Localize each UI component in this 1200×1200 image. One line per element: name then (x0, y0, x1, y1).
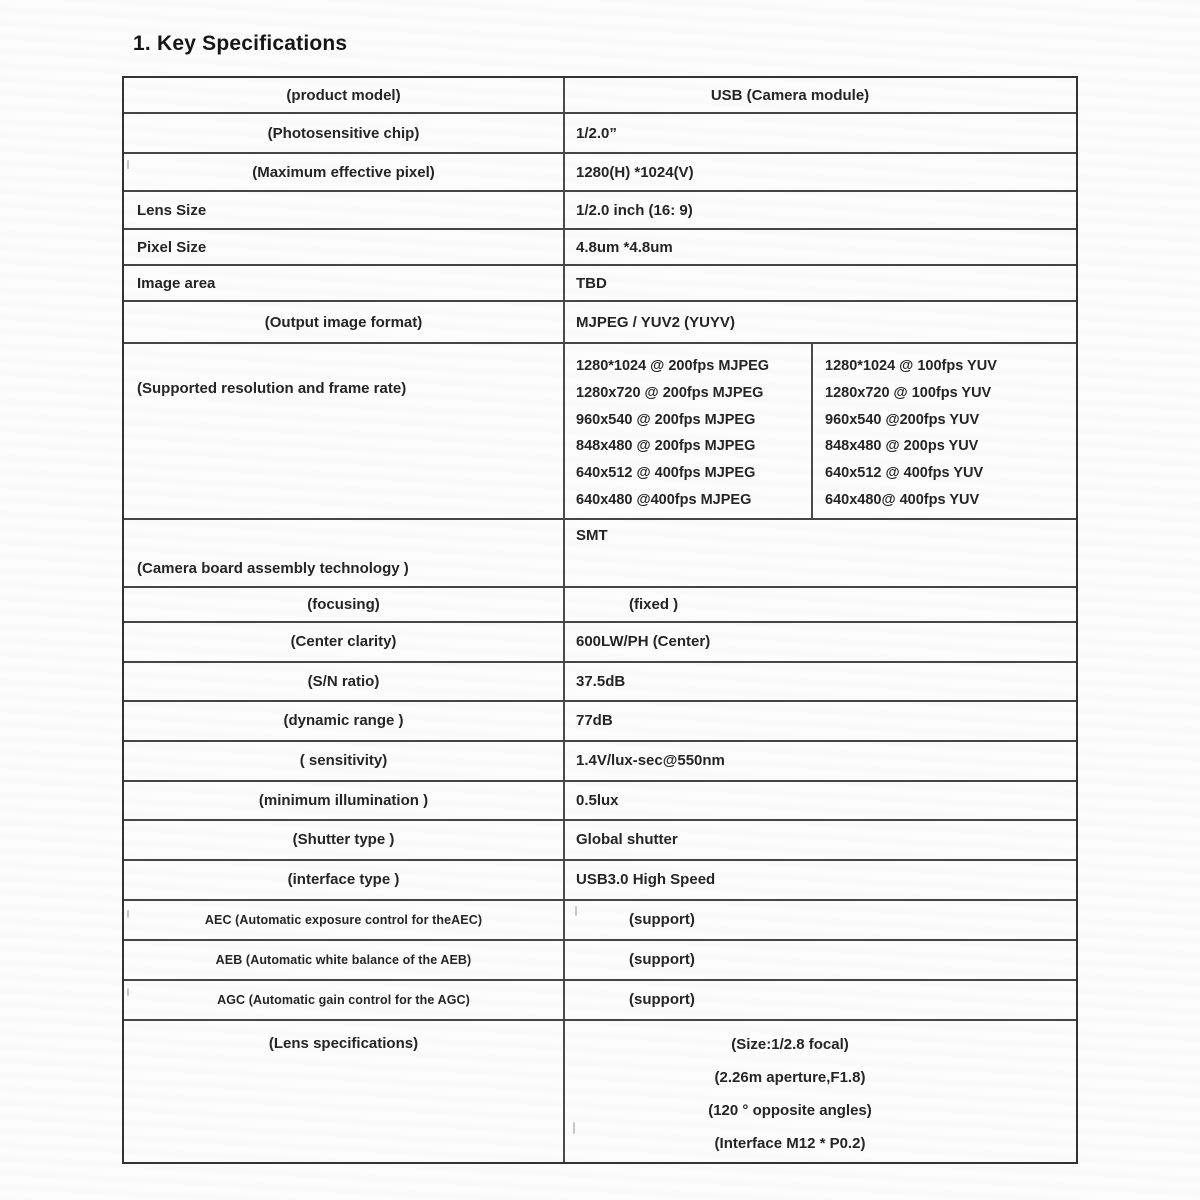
scan-speck (575, 906, 577, 916)
spec-row-focusing (124, 588, 1076, 623)
spec-value-output-image-format: MJPEG / YUV2 (YUYV) (576, 313, 735, 331)
spec-value-lens-size: 1/2.0 inch (16: 9) (576, 201, 693, 219)
spec-value-lens-specifications (565, 1021, 1076, 1162)
spec-value-dynamic-range: 77dB (576, 712, 613, 730)
spec-row-photosensitive-chip (124, 114, 1076, 154)
spec-row-max-effective-pixel (124, 154, 1076, 192)
spec-value-minimum-illumination: 0.5lux (576, 791, 619, 809)
spec-row-assembly-technology (124, 520, 1076, 588)
resolution-line: 640x480@ 400fps YUV (825, 491, 980, 508)
scan-speck (127, 988, 129, 996)
spec-row-interface-type (124, 861, 1076, 901)
spec-value-image-area: TBD (576, 274, 607, 292)
resolution-line: 640x512 @ 400fps YUV (825, 465, 984, 482)
spec-row-shutter-type (124, 821, 1076, 861)
spec-row-sn-ratio (124, 663, 1076, 702)
spec-value-aec: (support) (629, 911, 695, 929)
value-line: (120 ° opposite angles) (708, 1101, 872, 1119)
spec-label-assembly-technology: (Camera board assembly technology ) (124, 520, 565, 586)
value-line: (2.26m aperture,F1.8) (714, 1068, 866, 1086)
resolution-line: 960x540 @200fps YUV (825, 411, 980, 428)
value-line: (Interface M12 * P0.2) (714, 1134, 866, 1152)
spec-value-photosensitive-chip: 1/2.0” (576, 124, 617, 142)
spec-value-interface-type: USB3.0 High Speed (576, 871, 716, 889)
spec-label-focusing: (focusing) (124, 588, 565, 621)
spec-label-image-area: Image area (124, 266, 565, 300)
resolution-list-yuv (813, 344, 1076, 518)
spec-value-aeb: (support) (629, 951, 695, 969)
spec-row-minimum-illumination (124, 782, 1076, 821)
spec-row-image-area (124, 266, 1076, 302)
resolution-line: 640x480 @400fps MJPEG (576, 491, 752, 508)
spec-row-pixel-size (124, 230, 1076, 266)
spec-value-max-effective-pixel: 1280(H) *1024(V) (576, 163, 694, 181)
spec-label-supported-resolution: (Supported resolution and frame rate) (124, 344, 565, 518)
spec-label-sn-ratio: (S/N ratio) (124, 663, 565, 700)
spec-row-aeb (124, 941, 1076, 981)
spec-label-dynamic-range: (dynamic range ) (124, 702, 565, 740)
spec-row-lens-specifications (124, 1021, 1076, 1162)
spec-label-max-effective-pixel: (Maximum effective pixel) (124, 154, 565, 190)
spec-value-assembly-technology: SMT (576, 526, 608, 544)
resolution-line: 1280x720 @ 200fps MJPEG (576, 384, 764, 401)
resolution-line: 1280*1024 @ 100fps YUV (825, 358, 997, 374)
spec-row-center-clarity (124, 623, 1076, 663)
spec-value-sn-ratio: 37.5dB (576, 672, 626, 690)
scan-speck (127, 910, 129, 918)
spec-row-product-model (124, 78, 1076, 114)
spec-row-output-image-format (124, 302, 1076, 344)
spec-label-pixel-size: Pixel Size (124, 230, 565, 264)
spec-value-agc: (support) (629, 991, 695, 1009)
resolution-list-mjpeg (565, 344, 813, 518)
spec-label-product-model: (product model) (124, 78, 565, 112)
scan-speck (127, 160, 129, 169)
spec-row-dynamic-range (124, 702, 1076, 742)
spec-value-sensitivity: 1.4V/lux-sec@550nm (576, 752, 725, 770)
spec-row-sensitivity (124, 742, 1076, 782)
spec-label-interface-type: (interface type ) (124, 861, 565, 899)
spec-value-focusing: (fixed ) (629, 595, 679, 613)
spec-row-lens-size (124, 192, 1076, 230)
spec-label-aec: AEC (Automatic exposure control for theAEC) (124, 901, 565, 939)
spec-label-output-image-format: (Output image format) (124, 302, 565, 342)
spec-label-lens-specifications: (Lens specifications) (124, 1021, 565, 1162)
spec-value-shutter-type: Global shutter (576, 831, 678, 849)
resolution-line: 848x480 @ 200fps MJPEG (576, 438, 756, 455)
spec-label-shutter-type: (Shutter type ) (124, 821, 565, 859)
value-line: (Size:1/2.8 focal) (731, 1035, 849, 1053)
spec-label-agc: AGC (Automatic gain control for the AGC) (124, 981, 565, 1019)
spec-table (122, 76, 1078, 1164)
spec-value-pixel-size: 4.8um *4.8um (576, 238, 673, 256)
resolution-line: 960x540 @ 200fps MJPEG (576, 411, 756, 428)
spec-label-photosensitive-chip: (Photosensitive chip) (124, 114, 565, 152)
resolution-line: 1280*1024 @ 200fps MJPEG (576, 358, 770, 374)
resolution-line: 1280x720 @ 100fps YUV (825, 384, 992, 401)
spec-row-aec (124, 901, 1076, 941)
spec-label-center-clarity: (Center clarity) (124, 623, 565, 661)
spec-value-product-model: USB (Camera module) (710, 86, 870, 104)
scan-speck (573, 1122, 575, 1134)
resolution-line: 640x512 @ 400fps MJPEG (576, 465, 756, 482)
spec-label-sensitivity: ( sensitivity) (124, 742, 565, 780)
spec-row-supported-resolution (124, 344, 1076, 520)
spec-row-agc (124, 981, 1076, 1021)
resolution-line: 848x480 @ 200ps YUV (825, 438, 979, 455)
spec-value-supported-resolution (565, 344, 1076, 518)
spec-label-minimum-illumination: (minimum illumination ) (124, 782, 565, 819)
spec-label-aeb: AEB (Automatic white balance of the AEB) (124, 941, 565, 979)
spec-value-center-clarity: 600LW/PH (Center) (576, 633, 711, 651)
spec-label-lens-size: Lens Size (124, 192, 565, 228)
section-title: 1. Key Specifications (133, 32, 348, 55)
